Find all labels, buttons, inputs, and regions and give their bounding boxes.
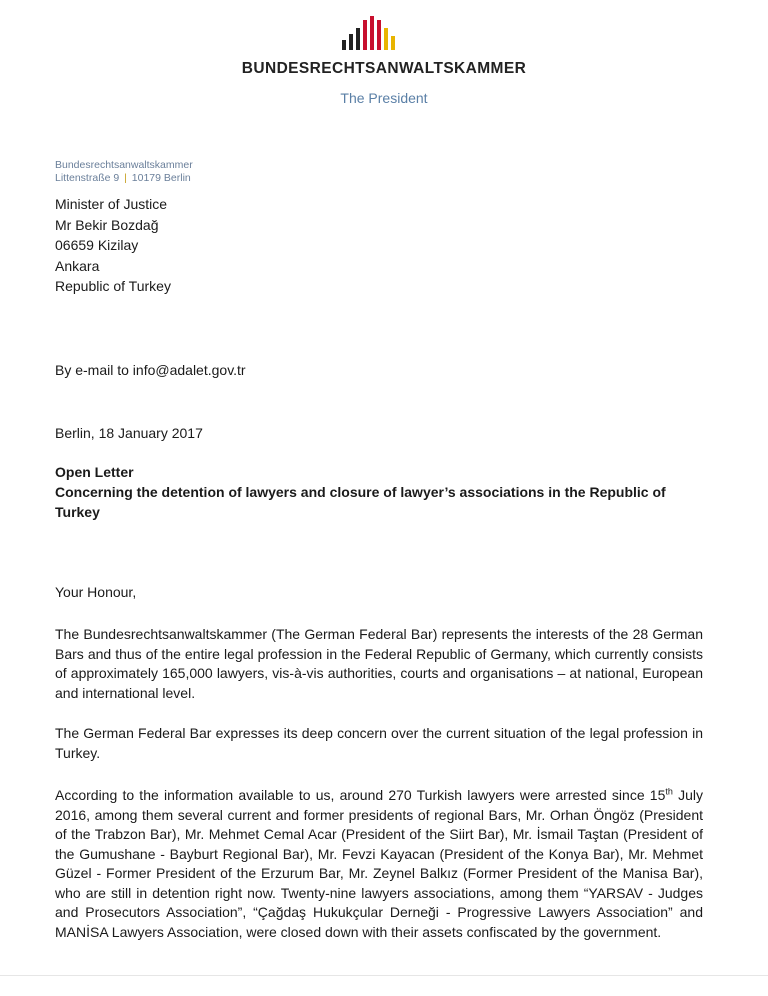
paragraph-3 [55, 786, 703, 942]
logo-bar [356, 28, 360, 50]
logo-bar [391, 36, 395, 50]
recipient-line: Republic of Turkey [55, 278, 171, 294]
bar-chart-logo-icon [340, 16, 420, 50]
paragraph-3-rest: July 2016, among them several current and former presidents of regional Bars, Mr. Orhan Öngöz (President of the Trabzon Bar), Mr. Mehmet Cemal Acar (President of the Siirt Bar), Mr. İsmail Taştan (President of the Gumushane - Bayburt Regional Bar), Mr. Fevzi Kayacan (President of the Konya Bar), Mr. Mehmet Güzel - Former President of the Erzurum Bar, Mr. Zeynel Balkız (Former President of the Manisa Bar), who are still in detention right now. Twenty-nine lawyers associations, among them “YARSAV - Judges and Prosecutors Association”, “Çağdaş Hukukçular Derneği - Progressive Lawyers Association” and MANİSA Lawyers Association, were closed down with their assets confiscated by the government. [55, 787, 703, 940]
paragraph-2: The German Federal Bar expresses its deep concern over the current situation of the legal profession in Turkey. [55, 725, 703, 761]
organization-role: The President [340, 90, 428, 106]
recipient-line: Minister of Justice [55, 196, 168, 212]
letter-date: Berlin, 18 January 2017 [55, 425, 203, 441]
logo-bar [384, 28, 388, 50]
recipient-address [55, 194, 171, 297]
logo-bar [342, 40, 346, 50]
recipient-line: 06659 Kizilay [55, 237, 139, 253]
logo-bar [363, 20, 367, 50]
sender-name: Bundesrechtsanwaltskammer [55, 159, 193, 171]
subject-line: Concerning the detention of lawyers and closure of lawyer’s associations in the Republic of Turkey [55, 484, 666, 520]
logo-bar [349, 34, 353, 50]
sender-separator: | [124, 172, 127, 184]
recipient-line: Mr Bekir Bozdağ [55, 216, 159, 233]
page-divider [0, 975, 768, 976]
logo-bar [377, 20, 381, 50]
sender-address [55, 172, 193, 185]
sender-street: Littenstraße 9 [55, 172, 120, 184]
ordinal-suffix: th [665, 786, 673, 797]
sender-city: 10179 Berlin [131, 172, 191, 184]
delivery-note: By e-mail to info@adalet.gov.tr [55, 362, 246, 378]
subject-block [55, 462, 705, 522]
organization-name: BUNDESRECHTSANWALTSKAMMER [241, 60, 527, 77]
recipient-line: Ankara [55, 257, 100, 274]
subject-title: Open Letter [55, 464, 134, 480]
logo-bar [370, 16, 374, 50]
paragraph-3-start: According to the information available to us, around 270 Turkish lawyers were arrested since 15 [55, 787, 666, 803]
paragraph-1: The Bundesrechtsanwaltskammer (The German Federal Bar) represents the interests of the 28 German Bars and thus of the entire legal profession in the Federal Republic of Germany, which currently consists of approximately 165,000 lawyers, vis-à-vis authorities, courts and organisations – at national, European and international level. [55, 626, 703, 701]
sender-line [55, 159, 193, 185]
salutation: Your Honour, [55, 584, 137, 600]
